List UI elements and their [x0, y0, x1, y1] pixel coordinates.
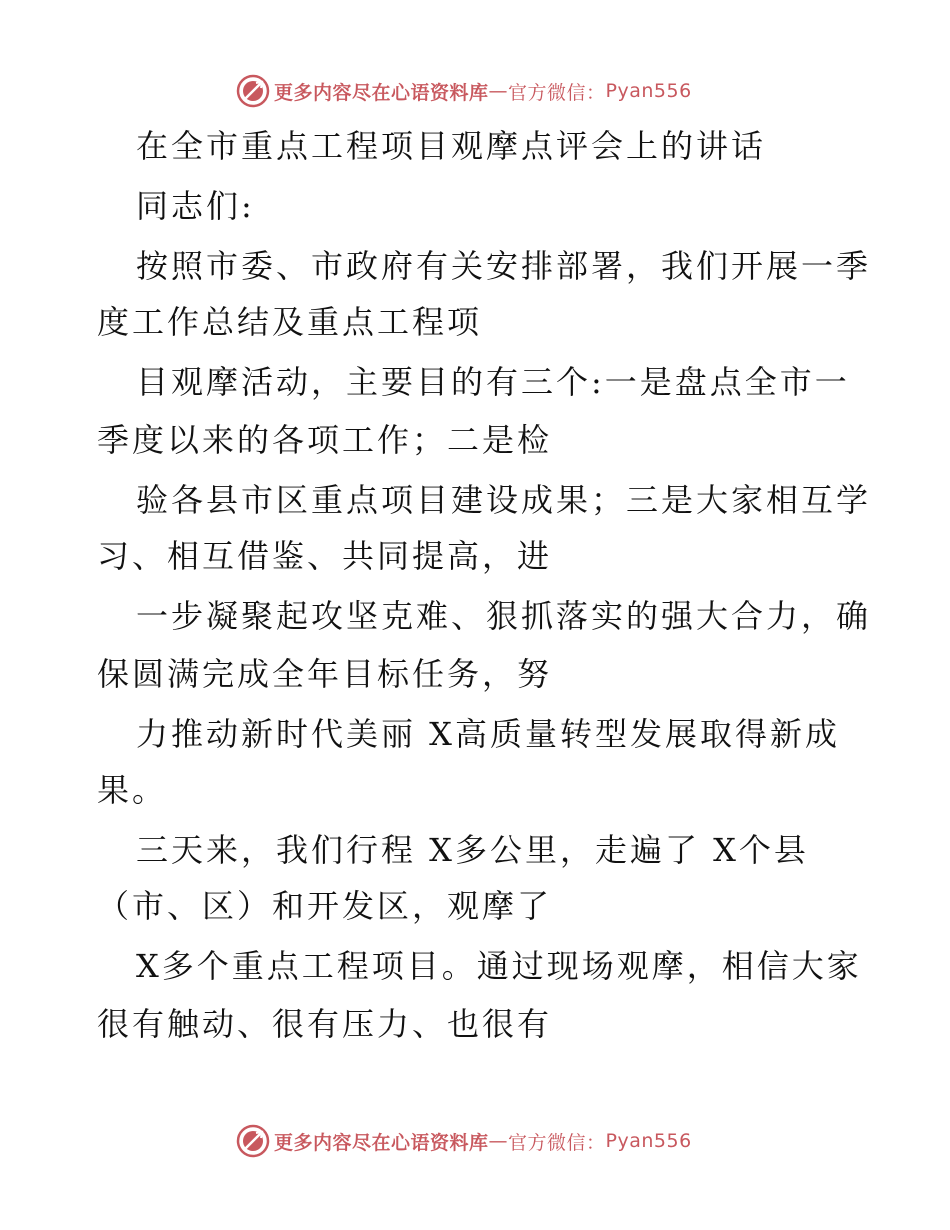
quill-pen-seal-icon	[236, 74, 270, 108]
watermark-wechat-id: Pyan556	[605, 1130, 692, 1152]
body-line: 季度以来的各项工作；二是检	[97, 421, 553, 459]
watermark-dash: —	[488, 1130, 509, 1152]
body-line: 果。	[97, 771, 168, 809]
footer-watermark	[236, 1124, 692, 1158]
speech-title: 在全市重点工程项目观摩点评会上的讲话	[136, 127, 767, 165]
watermark-wechat-label: 官方微信：	[508, 81, 606, 104]
body-line: 习、相互借鉴、共同提高，进	[97, 537, 553, 575]
body-line: 一步凝聚起攻坚克难、狠抓落实的强大合力，确	[136, 597, 872, 635]
watermark-title: 更多内容尽在心语资料库	[274, 1131, 489, 1154]
body-line: 按照市委、市政府有关安排部署，我们开展一季	[136, 247, 872, 285]
watermark-title: 更多内容尽在心语资料库	[274, 81, 489, 104]
body-line: 三天来，我们行程 X多公里，走遍了 X个县	[136, 831, 809, 869]
quill-pen-seal-icon	[236, 1124, 270, 1158]
body-line: X多个重点工程项目。通过现场观摩，相信大家	[136, 947, 862, 985]
body-line: 很有触动、很有压力、也很有	[97, 1005, 553, 1043]
body-line: （市、区）和开发区，观摩了	[97, 887, 553, 925]
watermark-wechat-label: 官方微信：	[508, 1131, 606, 1154]
watermark-dash: —	[488, 80, 509, 102]
body-line: 保圆满完成全年目标任务，努	[97, 655, 553, 693]
body-line: 验各县市区重点项目建设成果；三是大家相互学	[136, 481, 872, 519]
body-line: 目观摩活动，主要目的有三个:一是盘点全市一	[136, 363, 850, 401]
header-watermark	[236, 74, 692, 108]
salutation: 同志们:	[136, 187, 255, 225]
body-line: 度工作总结及重点工程项	[97, 303, 483, 341]
watermark-wechat-id: Pyan556	[605, 80, 692, 102]
body-line: 力推动新时代美丽 X高质量转型发展取得新成	[136, 715, 840, 753]
